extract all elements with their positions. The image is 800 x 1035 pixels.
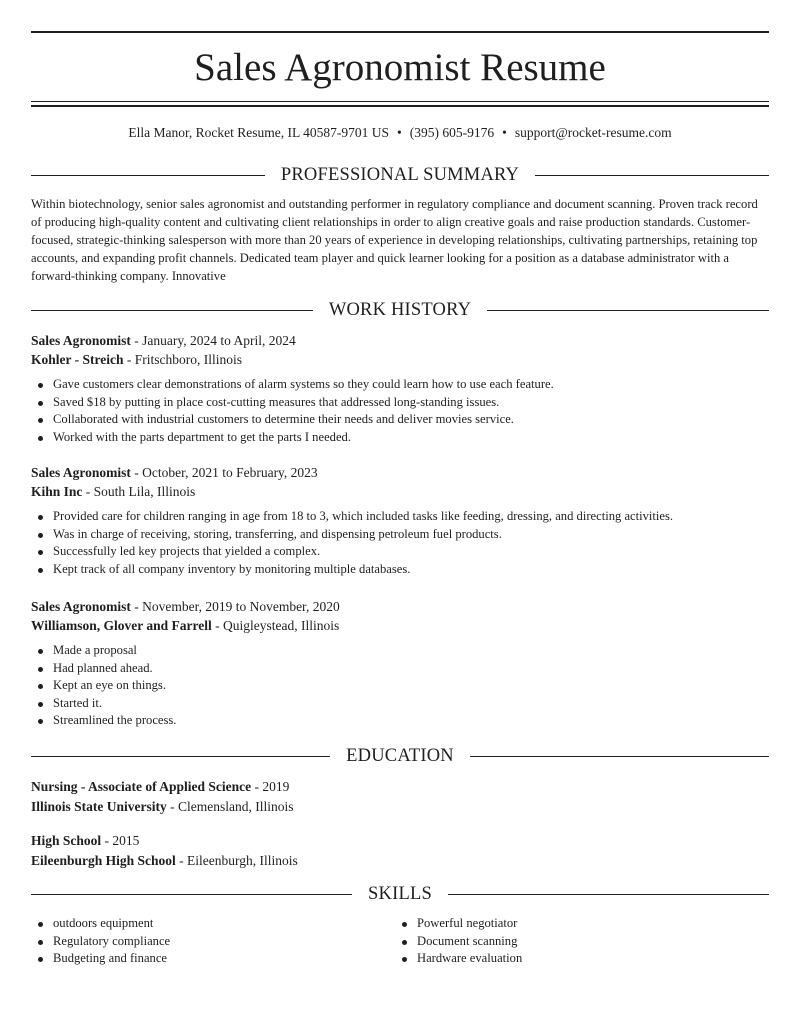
job-title: Sales Agronomist [31,465,131,480]
edu-year: - 2019 [251,779,290,794]
section-heading-summary [31,164,769,186]
heading-rule-right [535,175,769,176]
job-dates: - October, 2021 to February, 2023 [130,465,318,480]
bullet-item: Gave customers clear demonstrations of alarm systems so they could learn how to use each feature. [31,376,769,394]
skills-list [395,915,755,968]
job-title: Sales Agronomist [31,333,131,348]
section-heading-education [31,745,769,767]
contact-email: support@rocket-resume.com [514,125,672,140]
job-dates: - November, 2019 to November, 2020 [130,599,340,614]
education-entry [31,777,769,816]
skills-column-right [395,915,755,968]
education-entry [31,831,769,870]
summary-text: Within biotechnology, senior sales agronomist and outstanding performer in regulatory compliance and document scanning. Proven track record of producing high-quality content and cultivating client relationships in order to align creative goals and raise production standards. Customer-focused, strategic-thinking salesperson with more than 20 years of experience in developing relationships, cultivating partnerships, retaining top accounts, and expanding profit channels. Dedicated team player and quick learner looking for a position as a database administrator with a forward-thinking company. Innovative [31,197,758,283]
skill-item: Document scanning [395,933,755,951]
title-double-rule [31,101,769,107]
edu-degree: High School [31,833,102,848]
contact-separator: • [502,125,507,140]
heading-rule-right [448,894,769,895]
bullet-item: Had planned ahead. [31,660,769,678]
heading-rule-right [487,310,769,311]
bullet-item: Successfully led key projects that yielded a complex. [31,543,769,561]
section-title: SKILLS [368,884,432,904]
bullet-item: Started it. [31,695,769,713]
contact-line [31,124,769,142]
skill-item: outdoors equipment [31,915,391,933]
bullet-item: Worked with the parts department to get the parts I needed. [31,429,769,447]
bullet-item: Saved $18 by putting in place cost-cutting measures that addressed long-standing issues. [31,394,769,412]
section-heading-work [31,299,769,321]
skill-item: Budgeting and finance [31,950,391,968]
job-location: - Quigleystead, Illinois [211,618,340,633]
job-entry [31,597,769,730]
job-location: - South Lila, Illinois [82,484,196,499]
edu-degree: Nursing - Associate of Applied Science [31,779,252,794]
page-title: Sales Agronomist Resume [194,46,606,89]
bullet-item: Kept an eye on things. [31,677,769,695]
contact-address: Ella Manor, Rocket Resume, IL 40587-9701 US [128,125,390,140]
skill-item: Regulatory compliance [31,933,391,951]
skills-column-left [31,915,391,968]
section-title: WORK HISTORY [328,300,472,320]
contact-separator: • [397,125,402,140]
skills-list [31,915,391,968]
skill-item: Hardware evaluation [395,950,755,968]
section-title: EDUCATION [346,746,454,766]
edu-location: - Eileenburgh, Illinois [175,852,298,868]
section-title: PROFESSIONAL SUMMARY [280,165,520,185]
bullet-item: Kept track of all company inventory by monitoring multiple databases. [31,561,769,579]
job-location: - Fritschboro, Illinois [123,352,242,367]
heading-rule-right [470,756,769,757]
job-dates: - January, 2024 to April, 2024 [130,333,296,348]
bullet-item: Was in charge of receiving, storing, transferring, and dispensing petroleum fuel products. [31,526,769,544]
job-company: Williamson, Glover and Farrell [31,618,212,633]
job-title: Sales Agronomist [31,599,131,614]
job-company: Kihn Inc [31,484,83,499]
top-rule [31,31,769,33]
job-entry [31,463,769,578]
bullet-item: Made a proposal [31,642,769,660]
edu-location: - Clemensland, Illinois [166,798,294,814]
skill-item: Powerful negotiator [395,915,755,933]
bullet-item: Collaborated with industrial customers to determine their needs and deliver movies service. [31,411,769,429]
job-company: Kohler - Streich [31,352,124,367]
edu-year: - 2015 [101,833,140,848]
job-bullets [31,508,769,578]
edu-school: Illinois State University [31,798,167,814]
edu-school: Eileenburgh High School [31,852,176,868]
job-bullets [31,642,769,730]
job-entry [31,331,769,446]
bullet-item: Provided care for children ranging in age from 18 to 3, which included tasks like feeding, dressing, and directing activities. [31,508,769,526]
job-bullets [31,376,769,446]
bullet-item: Streamlined the process. [31,712,769,730]
section-heading-skills [31,883,769,905]
contact-phone: (395) 605-9176 [409,125,495,140]
